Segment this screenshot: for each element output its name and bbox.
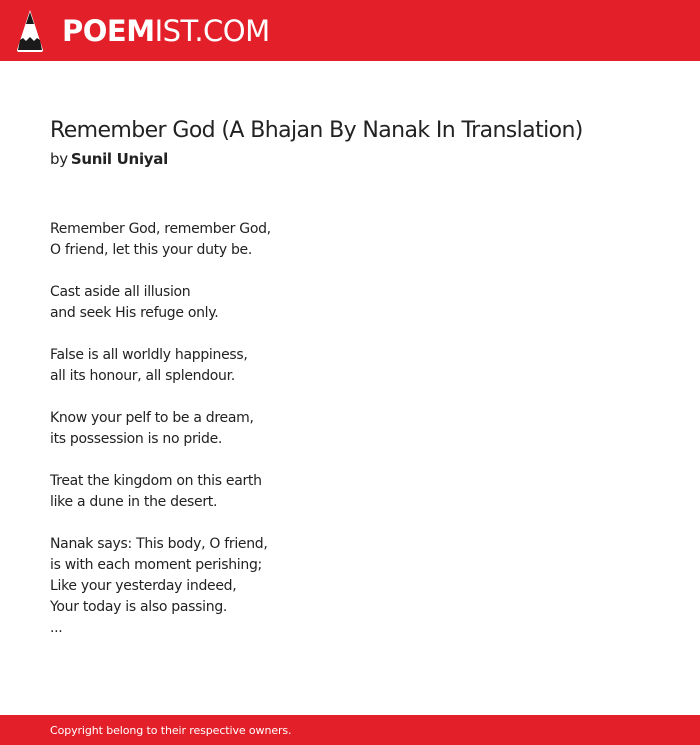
stanza	[50, 282, 271, 324]
site-logo[interactable]	[17, 9, 270, 53]
byline-prefix: by	[50, 150, 68, 168]
byline	[50, 149, 168, 169]
poem-line: is with each moment perishing;	[50, 557, 262, 573]
poem-line: False is all worldly happiness,	[50, 347, 248, 363]
poem-body	[50, 219, 271, 660]
poem-line: Know your pelf to be a dream,	[50, 410, 254, 426]
logo-text-bold: POEM	[62, 13, 155, 48]
poem-line: Nanak says: This body, O friend,	[50, 536, 268, 552]
logo-text-light: IST.COM	[154, 13, 270, 48]
poem-line: Treat the kingdom on this earth	[50, 473, 262, 489]
stanza	[50, 345, 271, 387]
copyright-text: Copyright belong to their respective owners.	[50, 724, 292, 737]
stanza	[50, 534, 271, 639]
poem-line: Remember God, remember God,	[50, 221, 271, 237]
logo-text	[62, 13, 270, 48]
site-footer	[0, 715, 700, 745]
stanza	[50, 219, 271, 261]
pencil-tip-icon	[17, 10, 43, 52]
poem-line: Your today is also passing.	[50, 599, 228, 615]
poem-line: Like your yesterday indeed,	[50, 578, 237, 594]
stanza	[50, 471, 271, 513]
author-name[interactable]: Sunil Uniyal	[70, 150, 168, 168]
poem-ellipsis: ...	[50, 620, 63, 636]
site-header	[0, 0, 700, 61]
poem-line: all its honour, all splendour.	[50, 368, 235, 384]
poem-line: O friend, let this your duty be.	[50, 242, 253, 258]
poem-title: Remember God (A Bhajan By Nanak In Translation)	[50, 118, 583, 143]
poem-line: like a dune in the desert.	[50, 494, 218, 510]
poem-line: Cast aside all illusion	[50, 284, 191, 300]
poem-line: and seek His refuge only.	[50, 305, 219, 321]
poem-line: its possession is no pride.	[50, 431, 223, 447]
stanza	[50, 408, 271, 450]
